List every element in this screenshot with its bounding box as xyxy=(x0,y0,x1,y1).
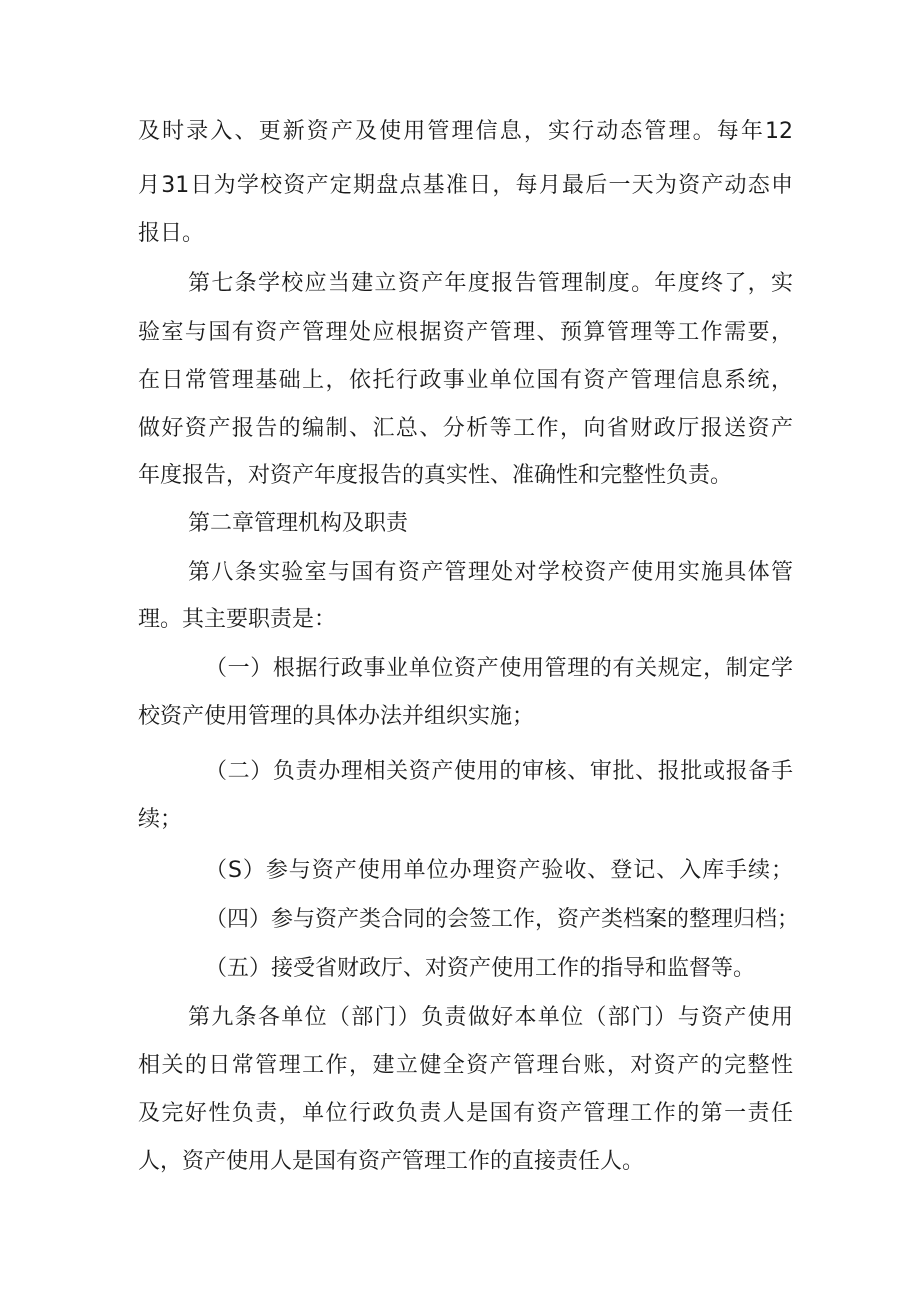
article-9-line: 相关的日常管理工作，建立健全资产管理台账，对资产的完整性 xyxy=(138,1053,793,1078)
list-item-line: （二）负责办理相关资产使用的审核、审批、报批或报备手 xyxy=(205,759,793,784)
article-8-line: 理。其主要职责是： xyxy=(138,607,337,632)
paragraph-line: 报日。 xyxy=(138,221,205,246)
article-9-line: 及完好性负责，单位行政负责人是国有资产管理工作的第一责任 xyxy=(138,1101,793,1126)
article-9-line: 人，资产使用人是国有资产管理工作的直接责任人。 xyxy=(138,1149,645,1174)
list-item-line: 续； xyxy=(138,807,183,832)
list-item-line: 校资产使用管理的具体办法并组织实施； xyxy=(138,704,535,729)
paragraph-line: 及时录入、更新资产及使用管理信息，实行动态管理。每年12 xyxy=(138,119,793,144)
list-item-line: （五）接受省财政厅、对资产使用工作的指导和监督等。 xyxy=(205,956,756,981)
article-7-line: 在日常管理基础上，依托行政事业单位国有资产管理信息系统， xyxy=(138,368,793,393)
list-item-line: （S）参与资产使用单位办理资产验收、登记、入库手续； xyxy=(205,858,793,883)
article-7-line: 做好资产报告的编制、汇总、分析等工作，向省财政厅报送资产 xyxy=(138,416,793,441)
paragraph-line: 月31日为学校资产定期盘点基准日，每月最后一天为资产动态申 xyxy=(138,173,793,198)
article-7-line: 年度报告，对资产年度报告的真实性、准确性和完整性负责。 xyxy=(138,463,733,488)
article-7-line: 验室与国有资产管理处应根据资产管理、预算管理等工作需要， xyxy=(138,320,793,345)
chapter-heading: 第二章管理机构及职责 xyxy=(188,511,409,536)
article-9-line: 第九条各单位（部门）负责做好本单位（部门）与资产使用 xyxy=(188,1005,793,1030)
list-item-line: （一）根据行政事业单位资产使用管理的有关规定，制定学 xyxy=(205,656,793,681)
article-7-line: 第七条学校应当建立资产年度报告管理制度。年度终了，实 xyxy=(188,271,793,296)
article-8-line: 第八条实验室与国有资产管理处对学校资产使用实施具体管 xyxy=(188,560,793,585)
list-item-line: （四）参与资产类合同的会签工作，资产类档案的整理归档； xyxy=(205,907,800,932)
